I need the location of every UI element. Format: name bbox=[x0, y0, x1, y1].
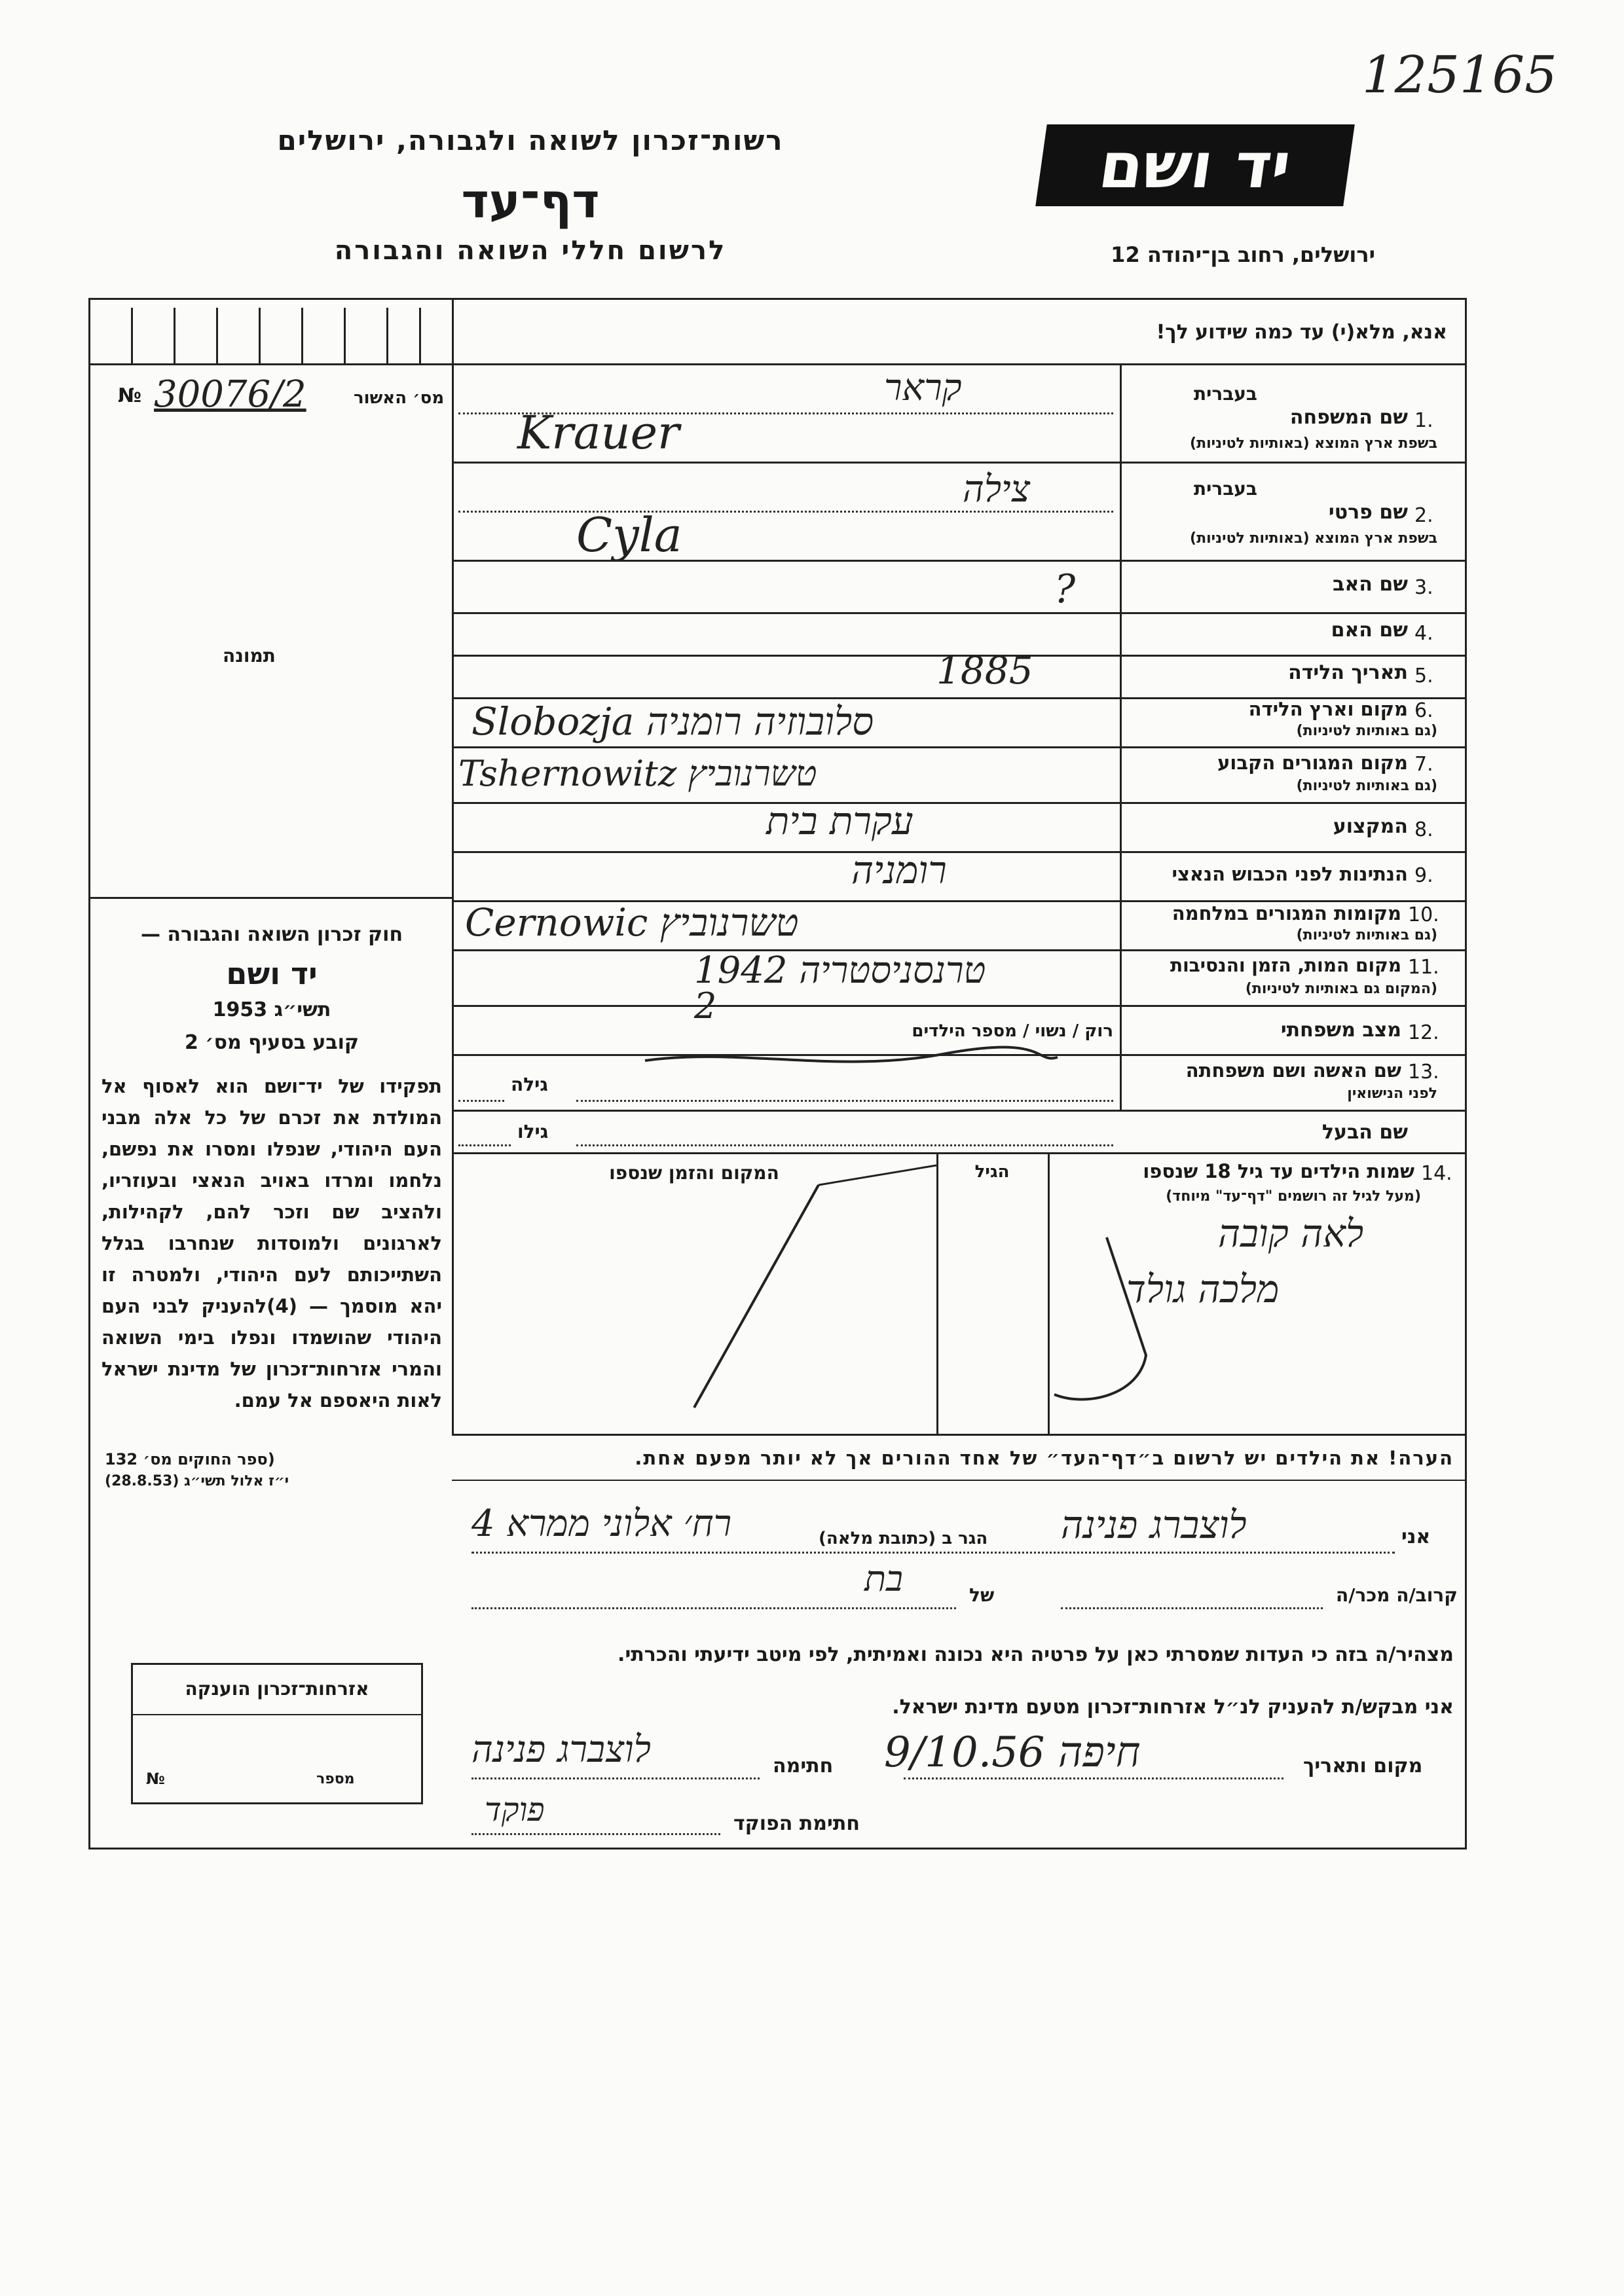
profession-label: המקצוע bbox=[1333, 815, 1408, 838]
birth-place-label: מקום וארץ הלידה bbox=[1248, 698, 1408, 720]
law-ref: (ספר החוקים מס׳ 132 bbox=[105, 1450, 275, 1468]
father-name-value: ? bbox=[1054, 566, 1076, 612]
mother-name-label: שם האם bbox=[1331, 619, 1408, 642]
archive-number: 125165 bbox=[1362, 46, 1557, 105]
child-name-2: מלכה גולד bbox=[1126, 1267, 1280, 1311]
declaration-text: מצהיר/ה בזה כי העדות שמסרתי כאן על פרטיה היא נכונה ואמיתית, לפי מיטב ידיעתי והכרתי. bbox=[618, 1643, 1454, 1666]
family-name-hebrew: קראר bbox=[884, 367, 962, 409]
law-title: חוק זכרון השואה והגבורה — bbox=[140, 923, 403, 946]
wartime-residence-value: Cernowic טשרנוביץ bbox=[465, 900, 799, 945]
residence-value: Tshernowitz טשרנוביץ bbox=[458, 753, 817, 794]
place-date-value: חיפה 9/10.56 bbox=[884, 1728, 1141, 1777]
wife-name-label: שם האשה ושם משפחתה bbox=[1185, 1059, 1401, 1082]
hand-underline bbox=[642, 1028, 1061, 1080]
photo-label: תמונה bbox=[223, 645, 276, 666]
declarant-relation: בת bbox=[864, 1558, 903, 1599]
wartime-residence-label: מקומות המגורים במלחמה bbox=[1172, 902, 1401, 924]
children-count-value: 2 bbox=[694, 985, 717, 1027]
birth-date-label: תאריך הלידה bbox=[1288, 661, 1408, 684]
children-place-header: המקום והזמן שנספו bbox=[609, 1162, 779, 1184]
family-name-latin: Krauer bbox=[517, 406, 680, 460]
death-place-label: מקום המות, הזמן והנסיבות bbox=[1170, 955, 1401, 976]
citizenship-box: אזרחות־זכרון הוענקה № מספר bbox=[131, 1663, 423, 1804]
nationality-value: רומניה bbox=[851, 848, 947, 892]
instruction: אנא, מלא(י) עד כמה שידוע לך! bbox=[1156, 321, 1447, 344]
form-title: דף־עד bbox=[461, 173, 600, 228]
approval-number: 30076/2 bbox=[154, 373, 306, 416]
yad-vashem-logo: יד ושם bbox=[1035, 124, 1355, 206]
marital-status-label: מצב משפחתי bbox=[1280, 1019, 1401, 1042]
child-name-1: לאה קובה bbox=[1218, 1211, 1364, 1256]
request-text: אני מבקש/ת להעניק לנ״ל אזרחות־זכרון מטעם מדינת ישראל. bbox=[892, 1696, 1454, 1719]
officer-signature: פוקד bbox=[485, 1791, 545, 1829]
first-name-label: שם פרטי bbox=[1328, 501, 1408, 524]
law-name: יד ושם bbox=[226, 956, 318, 991]
form-subtitle: לרשום חללי השואה והגבורה bbox=[334, 236, 727, 266]
profession-value: עקרת בית bbox=[766, 799, 913, 843]
law-year: תשי״ג 1953 bbox=[212, 998, 331, 1021]
strike-marks bbox=[688, 1159, 1198, 1427]
family-name-label: שם המשפחה bbox=[1289, 406, 1408, 429]
nationality-label: הנתינות לפני הכבוש הנאצי bbox=[1172, 863, 1408, 885]
signature-value: לוצברג פנינה bbox=[471, 1728, 651, 1771]
law-ref-date: י״ז אלול תשי״ג (28.8.53) bbox=[105, 1473, 289, 1489]
address: ירושלים, רחוב בן־יהודה 12 bbox=[1111, 242, 1375, 267]
children-age-header: הגיל bbox=[974, 1162, 1010, 1182]
birth-place-value: Slobozja סלובוזיה רומניה bbox=[471, 699, 874, 744]
law-clause: קובע בסעיף מס׳ 2 bbox=[184, 1031, 360, 1054]
residence-label: מקום המגורים הקבוע bbox=[1217, 752, 1408, 774]
first-name-latin: Cyla bbox=[576, 507, 682, 562]
declarant-address: רח׳ אלוני ממרא 4 bbox=[471, 1503, 732, 1545]
law-text: תפקידו של יד־ושם הוא לאסוף אל המולדת את זכרם של כל אלה מבני העם היהודי, שנפלו ומסרו את נפשם, נלחמו ומרדו באויב הנאצי ובעוזריו, ולהציב שם וזכר להם, לקהילות, לארגונים ולמוסדות שנחרבו בגלל השתייכותם לעם היהודי, ולמטרה זו יהא מוסמך — (4)להעניק לבני העם היהודי שהושמדו ונפלו בימי השואה והמרי אזרחות־זכרון של מדינת ישראל לאות היאספם אל עמם. bbox=[101, 1075, 442, 1412]
children-label: שמות הילדים עד גיל 18 שנספו bbox=[1143, 1160, 1414, 1182]
declarant-name: לוצברג פנינה bbox=[1061, 1503, 1247, 1547]
note-text: הערה! את הילדים יש לרשום ב״דף־העד״ של אחד ההורים אך לא יותר מפעם אחת. bbox=[635, 1447, 1454, 1469]
authority-name: רשות־זכרון לשואה ולגבורה, ירושלים bbox=[277, 124, 784, 156]
approval-number-field: № 30076/2 מס׳ האשור bbox=[118, 373, 445, 416]
father-name-label: שם האב bbox=[1333, 573, 1408, 596]
husband-name-label: שם הבעל bbox=[1321, 1121, 1408, 1144]
death-place-value: טרנסניסטריה 1942 bbox=[694, 949, 986, 992]
birth-date-value: 1885 bbox=[936, 648, 1033, 693]
first-name-hebrew: צילה bbox=[963, 468, 1031, 511]
